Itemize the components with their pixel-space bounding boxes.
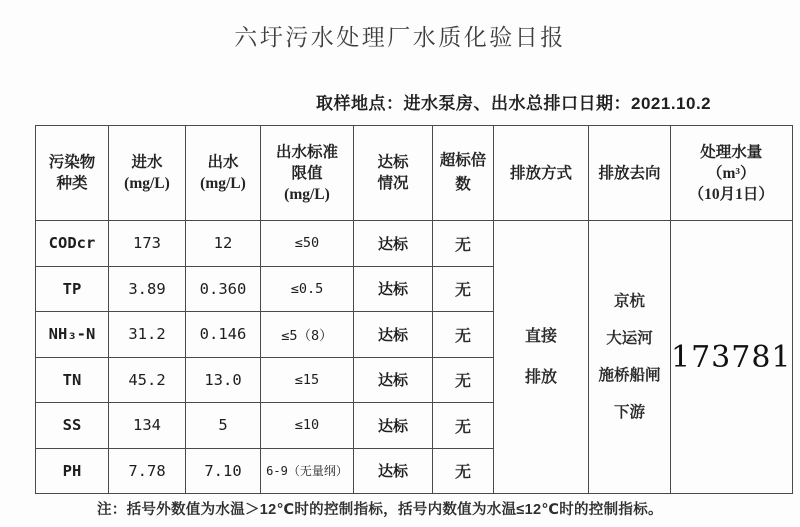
- cell-limit: ≤15: [261, 357, 354, 403]
- cell-status: 达标: [354, 221, 433, 267]
- cell-discharge-destination: 京杭 大运河 施桥船闸 下游: [589, 221, 671, 494]
- cell-limit: ≤5（8）: [261, 312, 354, 358]
- cell-limit: ≤50: [261, 221, 354, 267]
- cell-pollutant: PH: [36, 448, 109, 494]
- header-row: [36, 126, 793, 221]
- cell-influent: 3.89: [109, 266, 186, 312]
- cell-effluent: 0.360: [186, 266, 261, 312]
- cell-effluent: 5: [186, 403, 261, 449]
- cell-pollutant: TP: [36, 266, 109, 312]
- cell-effluent: 0.146: [186, 312, 261, 358]
- cell-exceedance: 无: [433, 312, 494, 358]
- cell-influent: 173: [109, 221, 186, 267]
- cell-status: 达标: [354, 312, 433, 358]
- cell-status: 达标: [354, 357, 433, 403]
- cell-pollutant: NH₃-N: [36, 312, 109, 358]
- cell-influent: 45.2: [109, 357, 186, 403]
- water-quality-table: [35, 125, 793, 494]
- page-title: 六圩污水处理厂水质化验日报: [234, 25, 566, 50]
- cell-discharge-mode: 直接 排放: [494, 221, 589, 494]
- cell-influent: 31.2: [109, 312, 186, 358]
- col-header-discharge-destination: 排放去向: [589, 126, 671, 221]
- cell-effluent: 12: [186, 221, 261, 267]
- footnote: 注：括号外数值为水温＞12℃时的控制指标，括号内数值为水温≤12℃时的控制指标。: [97, 502, 663, 518]
- cell-status: 达标: [354, 266, 433, 312]
- col-header-pollutant: 污染物 种类: [36, 126, 109, 221]
- col-header-treated-volume: 处理水量 （m³） （10月1日）: [671, 126, 793, 221]
- sampling-info: 取样地点：进水泵房、出水总排口日期：2021.10.2: [316, 94, 712, 113]
- cell-effluent: 7.10: [186, 448, 261, 494]
- col-header-limit: 出水标准 限值 (mg/L): [261, 126, 354, 221]
- cell-exceedance: 无: [433, 266, 494, 312]
- cell-status: 达标: [354, 403, 433, 449]
- cell-influent: 7.78: [109, 448, 186, 494]
- cell-pollutant: CODcr: [36, 221, 109, 267]
- cell-influent: 134: [109, 403, 186, 449]
- cell-status: 达标: [354, 448, 433, 494]
- col-header-exceedance: 超标倍 数: [433, 126, 494, 221]
- col-header-discharge-mode: 排放方式: [494, 126, 589, 221]
- cell-pollutant: TN: [36, 357, 109, 403]
- cell-exceedance: 无: [433, 357, 494, 403]
- col-header-status: 达标 情况: [354, 126, 433, 221]
- cell-exceedance: 无: [433, 403, 494, 449]
- cell-treated-volume: 173781: [671, 221, 793, 494]
- cell-exceedance: 无: [433, 448, 494, 494]
- cell-exceedance: 无: [433, 221, 494, 267]
- cell-limit: ≤0.5: [261, 266, 354, 312]
- cell-limit: ≤10: [261, 403, 354, 449]
- table-row-codcr: [36, 221, 793, 267]
- cell-limit: 6-9（无量纲）: [261, 448, 354, 494]
- col-header-effluent: 出水 (mg/L): [186, 126, 261, 221]
- cell-effluent: 13.0: [186, 357, 261, 403]
- col-header-influent: 进水 (mg/L): [109, 126, 186, 221]
- cell-pollutant: SS: [36, 403, 109, 449]
